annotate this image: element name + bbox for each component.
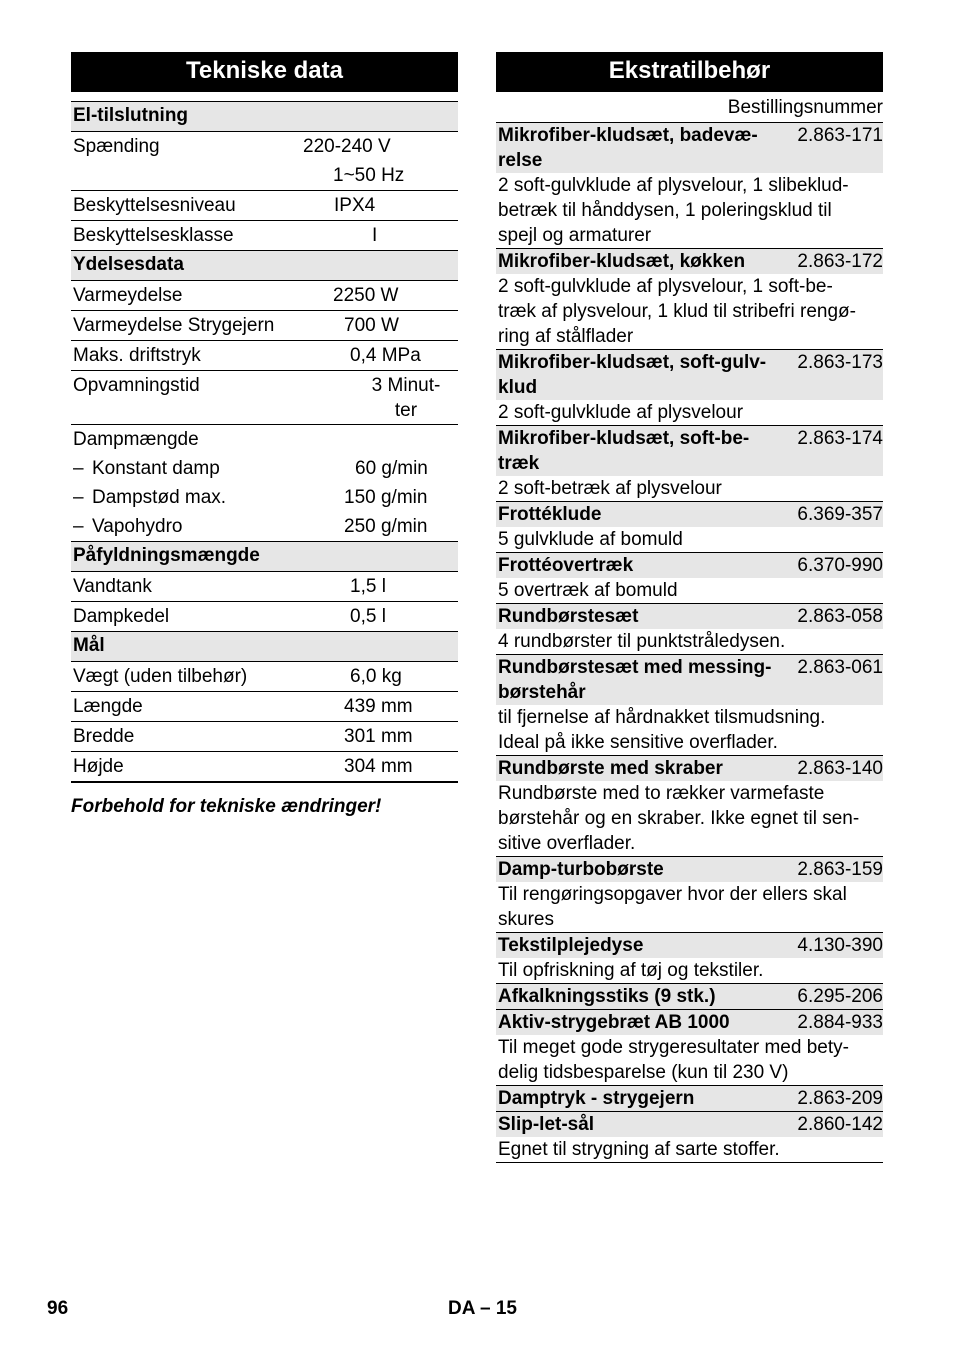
accessory-description-line: 2 soft-gulvklude af plysvelour, 1 soft-be- bbox=[498, 276, 833, 297]
accessory-item bbox=[496, 1085, 883, 1111]
order-number: 2.863-174 bbox=[797, 428, 883, 449]
row-spaending bbox=[71, 132, 458, 161]
row-value: 439 mm bbox=[344, 696, 413, 717]
accessory-title-line: Rundbørstesæt bbox=[498, 606, 639, 627]
accessory-title-line: Frottéovertræk bbox=[498, 555, 634, 576]
accessory-description-line: delig tidsbesparelse (kun til 230 V) bbox=[498, 1062, 789, 1083]
row-value: 150 g/min bbox=[344, 487, 428, 508]
row-value: 0,5 l bbox=[350, 606, 386, 627]
row-value: 250 g/min bbox=[344, 516, 428, 537]
technical-data-heading: Tekniske data bbox=[71, 52, 458, 92]
accessory-description-line: sitive overflader. bbox=[498, 833, 636, 854]
row-varmeydelse-strygejern bbox=[71, 311, 458, 341]
accessory-title-line: Mikrofiber-kludsæt, soft-be- bbox=[498, 428, 750, 449]
section-ydelsesdata: Ydelsesdata bbox=[71, 251, 458, 281]
accessory-description-line: Til meget gode strygeresultater med bety- bbox=[498, 1037, 849, 1058]
row-label: Maks. driftstryk bbox=[73, 345, 201, 366]
accessory-item bbox=[496, 122, 883, 248]
accessory-description-line: Rundbørste med to rækker varmefaste bbox=[498, 783, 825, 804]
accessory-title-line: Rundbørstesæt med messing- bbox=[498, 657, 772, 678]
row-label: Dampstød max. bbox=[92, 487, 227, 508]
order-number: 2.863-140 bbox=[797, 758, 883, 779]
order-number: 2.863-159 bbox=[797, 859, 883, 880]
accessory-item bbox=[496, 932, 883, 983]
row-value: 60 g/min bbox=[355, 458, 428, 479]
order-number: 2.863-061 bbox=[797, 657, 883, 678]
row-value: 304 mm bbox=[344, 756, 413, 777]
order-number: 2.863-173 bbox=[797, 352, 883, 373]
accessory-title-line: Tekstilplejedyse bbox=[498, 935, 644, 956]
row-value: 220-240 V bbox=[303, 136, 391, 157]
row-konstant-damp bbox=[71, 454, 458, 483]
accessory-description-line: 2 soft-betræk af plysvelour bbox=[498, 478, 722, 499]
row-value: I bbox=[372, 225, 378, 246]
accessory-title bbox=[496, 123, 883, 173]
order-number: 6.370-990 bbox=[797, 555, 883, 576]
accessory-title bbox=[496, 1010, 883, 1035]
row-value: 2250 W bbox=[333, 285, 399, 306]
accessory-title-line: Mikrofiber-kludsæt, køkken bbox=[498, 251, 746, 272]
row-varmeydelse bbox=[71, 281, 458, 311]
accessory-description bbox=[496, 705, 883, 755]
row-value: 3 Minut- ter bbox=[371, 375, 441, 421]
accessory-title bbox=[496, 655, 883, 705]
accessory-description-line: Til rengøringsopgaver hvor der ellers skal bbox=[498, 884, 847, 905]
row-value: IPX4 bbox=[334, 195, 376, 216]
accessory-item bbox=[496, 654, 883, 755]
dash-bullet: – bbox=[73, 487, 84, 508]
accessory-description-line: Til opfriskning af tøj og tekstiler. bbox=[498, 960, 764, 981]
accessory-description-line: børstehår og en skraber. Ikke egnet til sen- bbox=[498, 808, 860, 829]
technical-data-column bbox=[71, 52, 458, 783]
accessory-title-line: Damptryk - strygejern bbox=[498, 1088, 695, 1109]
accessory-description bbox=[496, 476, 883, 501]
order-number: 2.863-058 bbox=[797, 606, 883, 627]
dash-bullet: – bbox=[73, 516, 84, 537]
accessory-description bbox=[496, 173, 883, 248]
accessory-description-line: til fjernelse af hårdnakket tilsmudsning. bbox=[498, 707, 826, 728]
accessory-description-line: betræk til hånddysen, 1 poleringsklud til bbox=[498, 200, 832, 221]
accessory-title-line: Frottéklude bbox=[498, 504, 602, 525]
accessories-heading: Ekstratilbehør bbox=[496, 52, 883, 92]
row-value: 0,4 MPa bbox=[350, 345, 421, 366]
accessory-title-line: Mikrofiber-kludsæt, badevæ- bbox=[498, 125, 758, 146]
row-label: Dampmængde bbox=[73, 429, 199, 450]
row-label: Konstant damp bbox=[92, 458, 220, 479]
row-opvamningstid bbox=[71, 371, 458, 425]
accessory-title-line: klud bbox=[498, 377, 538, 398]
accessory-description bbox=[496, 781, 883, 856]
accessory-title-line: relse bbox=[498, 150, 543, 171]
accessory-item bbox=[496, 425, 883, 501]
row-label: Varmeydelse Strygejern bbox=[73, 315, 275, 336]
accessory-title-line: børstehår bbox=[498, 682, 586, 703]
row-label: Længde bbox=[73, 696, 143, 717]
row-label: Dampkedel bbox=[73, 606, 170, 627]
accessory-item bbox=[496, 1111, 883, 1163]
technical-changes-note: Forbehold for tekniske ændringer! bbox=[71, 796, 382, 817]
row-value: 6,0 kg bbox=[350, 666, 402, 687]
order-number: 2.863-172 bbox=[797, 251, 883, 272]
row-label: Beskyttelsesklasse bbox=[73, 225, 234, 246]
row-hojde bbox=[71, 752, 458, 783]
row-dampkedel bbox=[71, 602, 458, 632]
accessory-description bbox=[496, 1035, 883, 1085]
row-frequency bbox=[71, 161, 458, 191]
accessory-description bbox=[496, 578, 883, 603]
row-label: Vægt (uden tilbehør) bbox=[73, 666, 248, 687]
row-label: Vandtank bbox=[73, 576, 152, 597]
accessory-item bbox=[496, 1009, 883, 1085]
accessory-title-line: Damp-turbobørste bbox=[498, 859, 664, 880]
row-label: Beskyttelsesniveau bbox=[73, 195, 236, 216]
accessory-description-line: 4 rundbørster til punktstråledysen. bbox=[498, 631, 786, 652]
accessory-title-line: Slip-let-sål bbox=[498, 1114, 595, 1135]
accessory-title-line: træk bbox=[498, 453, 540, 474]
accessory-description bbox=[496, 527, 883, 552]
row-bredde bbox=[71, 722, 458, 752]
order-number: 4.130-390 bbox=[797, 935, 883, 956]
accessory-description bbox=[496, 958, 883, 983]
accessory-item bbox=[496, 248, 883, 349]
order-number: 6.369-357 bbox=[797, 504, 883, 525]
section-el-tilslutning: El-tilslutning bbox=[71, 102, 458, 132]
accessory-description bbox=[496, 1137, 883, 1162]
accessory-title-line: Afkalkningsstiks (9 stk.) bbox=[498, 986, 716, 1007]
row-dampmaengde bbox=[71, 425, 458, 454]
row-dampstod bbox=[71, 483, 458, 512]
accessory-item bbox=[496, 755, 883, 856]
row-vapohydro bbox=[71, 512, 458, 542]
accessory-description-line: træk af plysvelour, 1 klud til stribefri rengø- bbox=[498, 301, 856, 322]
row-label: Varmeydelse bbox=[73, 285, 183, 306]
accessory-title bbox=[496, 857, 883, 882]
accessory-title bbox=[496, 350, 883, 400]
order-number: 2.863-209 bbox=[797, 1088, 883, 1109]
accessory-title bbox=[496, 933, 883, 958]
order-number: 2.860-142 bbox=[797, 1114, 883, 1135]
accessory-description bbox=[496, 882, 883, 932]
accessory-title bbox=[496, 1112, 883, 1137]
accessory-item bbox=[496, 983, 883, 1009]
row-value: 700 W bbox=[344, 315, 399, 336]
accessory-description bbox=[496, 274, 883, 349]
row-value: 301 mm bbox=[344, 726, 413, 747]
row-laengde bbox=[71, 692, 458, 722]
accessory-description-line: Ideal på ikke sensitive overflader. bbox=[498, 732, 778, 753]
row-vandtank bbox=[71, 572, 458, 602]
row-label: Højde bbox=[73, 756, 124, 777]
accessory-title bbox=[496, 756, 883, 781]
order-number: 2.863-171 bbox=[797, 125, 883, 146]
accessory-title-line: Mikrofiber-kludsæt, soft-gulv- bbox=[498, 352, 767, 373]
accessory-description-line: skures bbox=[498, 909, 554, 930]
accessory-title-line: Rundbørste med skraber bbox=[498, 758, 723, 779]
technical-data-table bbox=[71, 101, 458, 783]
row-label: Bredde bbox=[73, 726, 135, 747]
accessories-column bbox=[496, 52, 883, 1163]
accessory-description-line: 2 soft-gulvklude af plysvelour bbox=[498, 402, 744, 423]
accessory-description-line: 5 gulvklude af bomuld bbox=[498, 529, 683, 550]
accessory-description-line: Egnet til strygning af sarte stoffer. bbox=[498, 1139, 780, 1160]
accessory-title bbox=[496, 553, 883, 578]
accessory-item bbox=[496, 856, 883, 932]
row-label: Opvamningstid bbox=[73, 375, 200, 396]
accessory-description-line: ring af stålflader bbox=[498, 326, 634, 347]
accessory-title bbox=[496, 1086, 883, 1111]
dash-bullet: – bbox=[73, 458, 84, 479]
order-number-header: Bestillingsnummer bbox=[727, 97, 883, 118]
page-number: 96 bbox=[47, 1298, 69, 1319]
row-beskyttelsesklasse bbox=[71, 221, 458, 251]
row-beskyttelsesniveau bbox=[71, 191, 458, 221]
accessory-description bbox=[496, 629, 883, 654]
row-value: 1,5 l bbox=[350, 576, 386, 597]
accessory-item bbox=[496, 501, 883, 552]
section-page: DA – 15 bbox=[448, 1298, 517, 1319]
accessory-title-line: Aktiv-strygebræt AB 1000 bbox=[498, 1012, 730, 1033]
accessory-description-line: spejl og armaturer bbox=[498, 225, 652, 246]
accessory-title bbox=[496, 249, 883, 274]
accessory-title bbox=[496, 502, 883, 527]
accessories-list bbox=[496, 122, 883, 1163]
accessory-description-line: 5 overtræk af bomuld bbox=[498, 580, 678, 601]
section-pafyldningsmaengde: Påfyldningsmængde bbox=[71, 542, 458, 572]
row-label: Vapohydro bbox=[92, 516, 183, 537]
order-number: 6.295-206 bbox=[797, 986, 883, 1007]
accessory-item bbox=[496, 603, 883, 654]
accessory-title bbox=[496, 604, 883, 629]
accessory-description-line: 2 soft-gulvklude af plysvelour, 1 slibeklud- bbox=[498, 175, 849, 196]
accessory-item bbox=[496, 349, 883, 425]
row-maks-driftstryk bbox=[71, 341, 458, 371]
accessory-item bbox=[496, 552, 883, 603]
accessory-title bbox=[496, 984, 883, 1009]
accessory-description bbox=[496, 400, 883, 425]
section-maal: Mål bbox=[71, 632, 458, 662]
order-number: 2.884-933 bbox=[797, 1012, 883, 1033]
accessory-title bbox=[496, 426, 883, 476]
row-value: 1~50 Hz bbox=[333, 165, 405, 186]
row-label: Spænding bbox=[73, 136, 160, 157]
row-vaegt bbox=[71, 662, 458, 692]
